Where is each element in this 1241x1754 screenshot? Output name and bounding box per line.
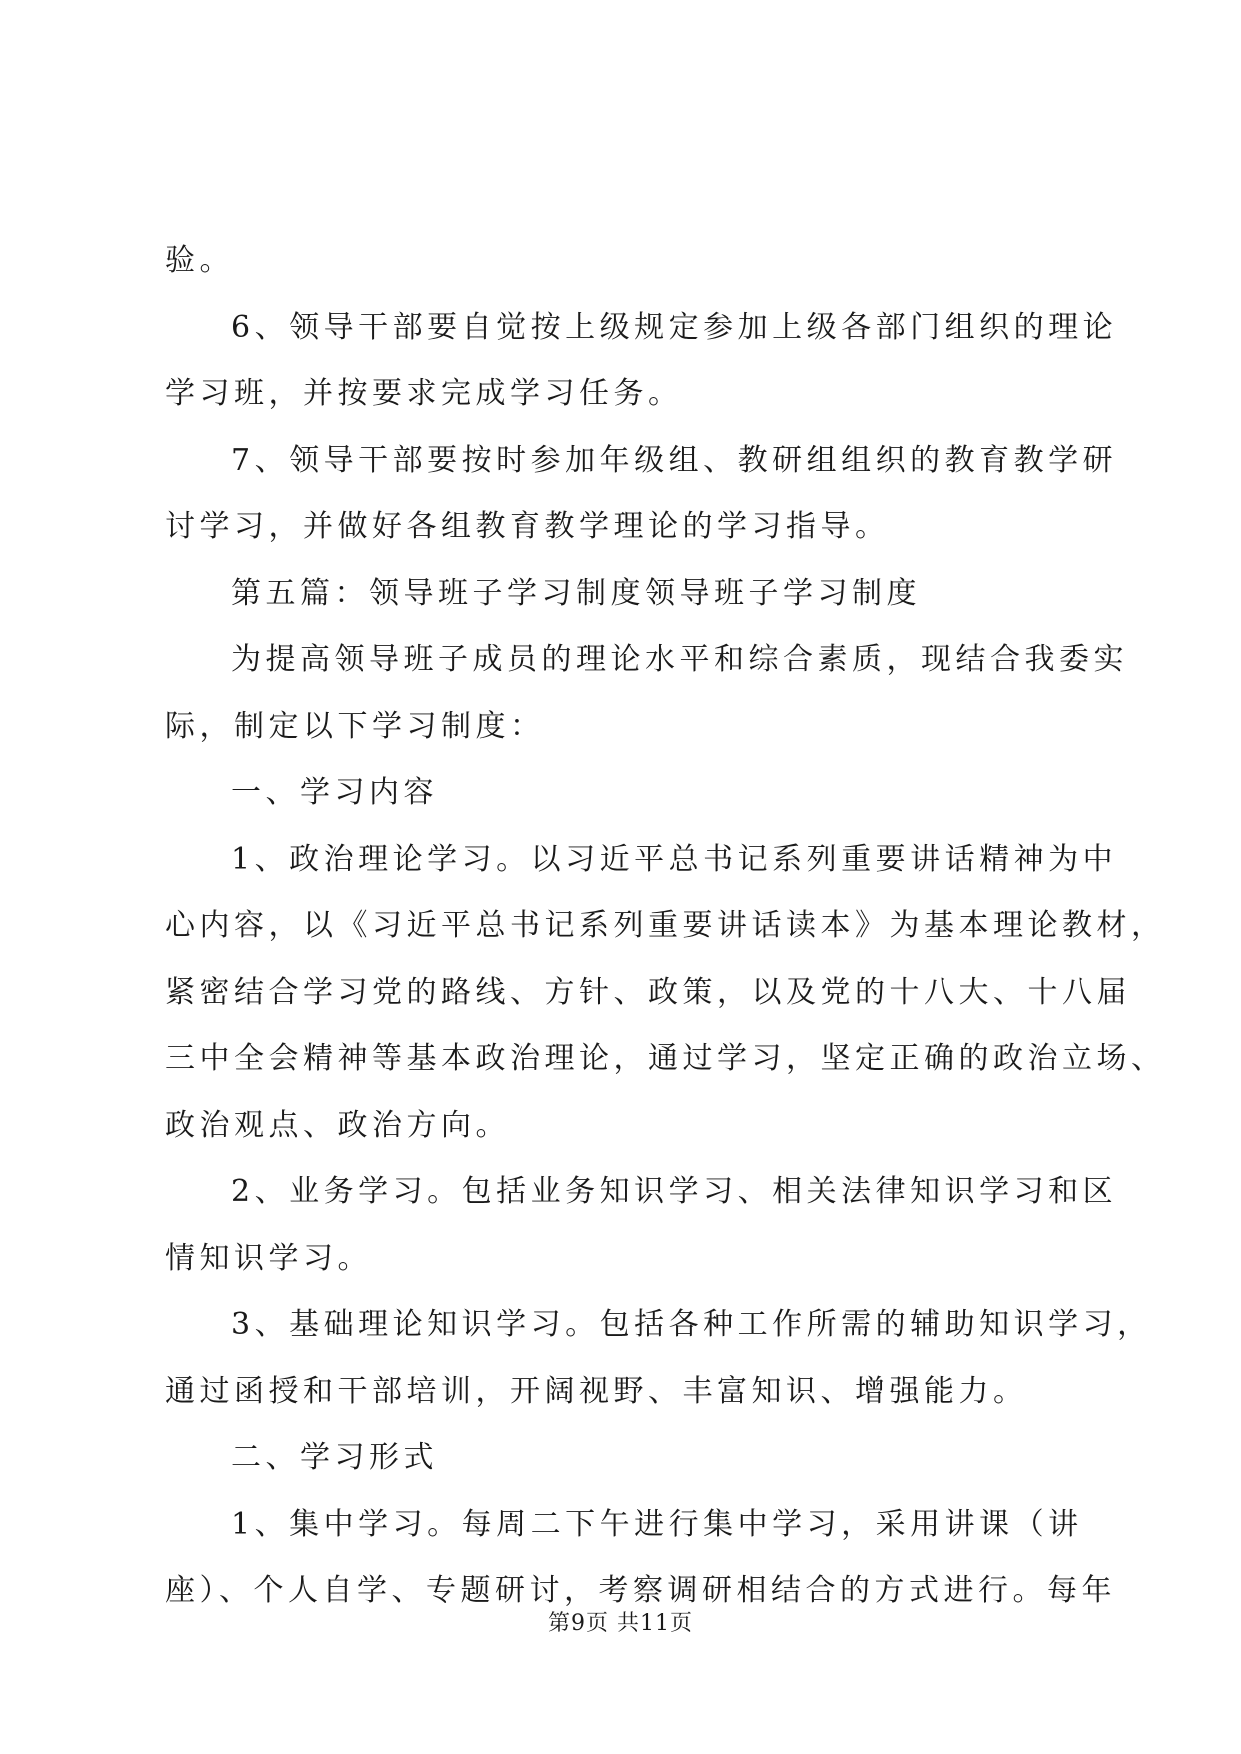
- body-line: 验。: [165, 243, 234, 278]
- body-line: 情知识学习。: [165, 1240, 372, 1276]
- document-body: [165, 228, 1166, 1625]
- body-line: 政治观点、政治方向。: [165, 1107, 510, 1143]
- section-heading: 第五篇：领导班子学习制度领导班子学习制度: [231, 575, 921, 611]
- body-line: 座）、个人自学、专题研讨，考察调研相结合的方式进行。每年: [165, 1573, 1116, 1608]
- subheading-study-form: 二、学习形式: [231, 1440, 438, 1475]
- body-line: 讨学习，并做好各组教育教学理论的学习指导。: [165, 509, 890, 544]
- paragraph-item-1: 1、政治理论学习。以习近平总书记系列重要讲话精神为中: [231, 841, 1118, 877]
- paragraph-item-1-form: 1、集中学习。每周二下午进行集中学习，采用讲课（讲: [231, 1506, 1083, 1542]
- body-line: 紧密结合学习党的路线、方针、政策，以及党的十八大、十八届: [165, 974, 1131, 1010]
- intro-paragraph: 为提高领导班子成员的理论水平和综合素质，现结合我委实: [231, 642, 1128, 677]
- subheading-study-content: 一、学习内容: [231, 775, 438, 810]
- paragraph-item-6: 6、领导干部要自觉按上级规定参加上级各部门组织的理论: [231, 309, 1118, 345]
- paragraph-item-7: 7、领导干部要按时参加年级组、教研组组织的教育教学研: [231, 442, 1118, 478]
- body-line: 学习班，并按要求完成学习任务。: [165, 376, 683, 411]
- paragraph-item-3: 3、基础理论知识学习。包括各种工作所需的辅助知识学习，: [231, 1307, 1152, 1342]
- body-line: 际，制定以下学习制度：: [165, 708, 545, 744]
- body-line: 通过函授和干部培训，开阔视野、丰富知识、增强能力。: [165, 1373, 1028, 1409]
- body-line: 三中全会精神等基本政治理论，通过学习，坚定正确的政治立场、: [165, 1041, 1166, 1076]
- page-number: 第9页 共11页: [548, 1611, 693, 1636]
- body-line: 心内容，以《习近平总书记系列重要讲话读本》为基本理论教材，: [165, 908, 1166, 943]
- paragraph-item-2: 2、业务学习。包括业务知识学习、相关法律知识学习和区: [231, 1174, 1118, 1209]
